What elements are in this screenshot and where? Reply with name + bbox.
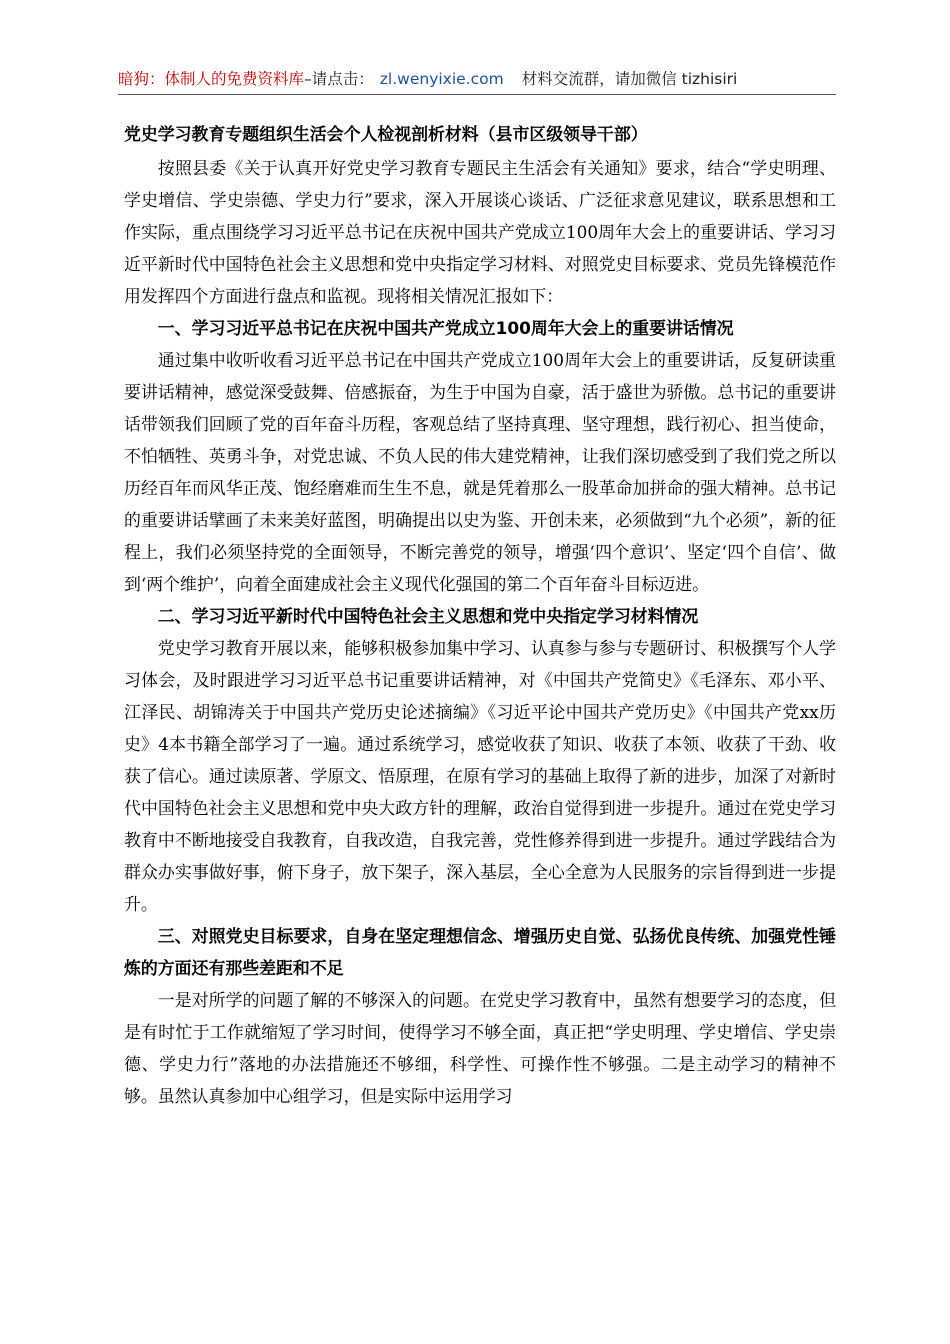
- header-wechat: 材料交流群，请加微信 tizhisiri: [521, 70, 738, 88]
- document-title: 党史学习教育专题组织生活会个人检视剖析材料（县市区级领导干部）: [124, 124, 648, 144]
- section-body-2: 党史学习教育开展以来，能够积极参加集中学习、认真参与参与专题研讨、积极撰写个人学习体会，及时跟进学习习近平总书记重要讲话精神，对《中国共产党简史》《毛泽东、邓小平、江泽民、胡锦涛关于中国共产党历史论述摘编》《习近平论中国共产党历史》《中国共产党xx历史》4本书籍全部学习了一遍。通过系统学习，感觉收获了知识、收获了本领、收获了干劲、收获了信心。通过读原著、学原文、悟原理，在原有学习的基础上取得了新的进步，加深了对新时代中国特色社会主义思想和党中央大政方针的理解，政治自觉得到进一步提升。通过在党史学习教育中不断地接受自我教育，自我改造，自我完善，党性修养得到进一步提升。通过学践结合为群众办实事做好事，俯下身子，放下架子，深入基层，全心全意为人民服务的宗旨得到进一步提升。: [124, 638, 836, 914]
- document-body: [124, 118, 836, 1112]
- header-brand: 暗狗：体制人的免费资料库: [118, 70, 305, 88]
- document-header: [118, 64, 836, 95]
- section-body-3: 一是对所学的问题了解的不够深入的问题。在党史学习教育中，虽然有想要学习的态度，但是有时忙于工作就缩短了学习时间，使得学习不够全面，真正把“学史明理、学史增信、学史崇德、学史力行”落地的办法措施还不够细，科学性、可操作性不够强。二是主动学习的精神不够。虽然认真参加中心组学习，但是实际中运用学习: [124, 990, 836, 1106]
- section-heading-2: 二、学习习近平新时代中国特色社会主义思想和党中央指定学习材料情况: [157, 606, 699, 626]
- section-heading-3: 三、对照党史目标要求，自身在坚定理想信念、增强历史自觉、弘扬优良传统、加强党性锤炼的方面还有那些差距和不足: [124, 926, 836, 978]
- intro-paragraph: 按照县委《关于认真开好党史学习教育专题民主生活会有关通知》要求，结合“学史明理、学史增信、学史崇德、学史力行”要求，深入开展谈心谈话、广泛征求意见建议，联系思想和工作实际，重点围绕学习习近平总书记在庆祝中国共产党成立100周年大会上的重要讲话、学习习近平新时代中国特色社会主义思想和党中央指定学习材料、对照党史目标要求、党员先锋模范作用发挥四个方面进行盘点和监视。现将相关情况汇报如下：: [124, 158, 836, 306]
- header-url-link[interactable]: zl.wenyixie.com: [379, 70, 504, 88]
- section-body-1: 通过集中收听收看习近平总书记在中国共产党成立100周年大会上的重要讲话，反复研读重要讲话精神，感觉深受鼓舞、倍感振奋，为生于中国为自豪，活于盛世为骄傲。总书记的重要讲话带领我们回顾了党的百年奋斗历程，客观总结了坚持真理、坚守理想，践行初心、担当使命，不怕牺牲、英勇斗争，对党忠诚、不负人民的伟大建党精神，让我们深切感受到了我们党之所以历经百年而风华正茂、饱经磨难而生生不息，就是凭着那么一股革命加拼命的强大精神。总书记的重要讲话擘画了未来美好蓝图，明确提出以史为鉴、开创未来，必须做到“九个必须”，新的征程上，我们必须坚持党的全面领导，不断完善党的领导，增强‘四个意识’、坚定‘四个自信’、做到‘两个维护’，向着全面建成社会主义现代化强国的第二个百年奋斗目标迈进。: [124, 350, 836, 594]
- header-separator: –请点击：: [304, 70, 374, 88]
- section-heading-1: 一、学习习近平总书记在庆祝中国共产党成立100周年大会上的重要讲话情况: [157, 318, 734, 338]
